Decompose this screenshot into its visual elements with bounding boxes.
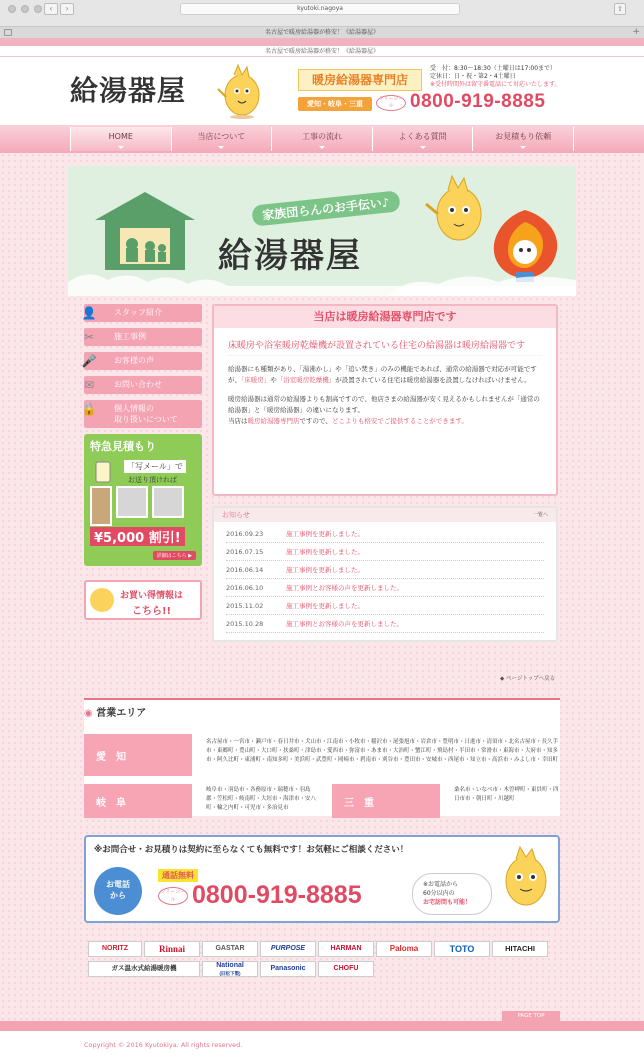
sidebar-item-contact[interactable]	[84, 376, 202, 394]
pin-icon: ◉	[84, 708, 97, 719]
highlight-text: 暖房給湯器専門店	[247, 417, 300, 425]
contact-message: ※お問合せ・お見積りは契約に至らなくても無料です！お気軽にご相談ください！	[94, 845, 409, 855]
text-segment: 暖房給湯器は通常の給湯器よりも割高ですので、他店さまの給湯器が安く見えるかもしれませんが「通常の給湯器」と「暖房給湯器」の違いになります。	[228, 395, 540, 414]
global-nav	[0, 125, 644, 153]
toll-free-badge: 通話無料	[158, 869, 198, 882]
brand-hitachi: HITACHI	[492, 941, 548, 957]
hero-copy: 家族団らんのお手伝い♪	[251, 190, 400, 226]
brand-noritz: NORITZ	[88, 941, 142, 957]
area-aichi-cities: 名古屋市・一宮市・瀬戸市・春日井市・犬山市・江南市・小牧市・稲沢市・尾張旭市・岩倉市・豊明市・日進市・清須市・北名古屋市・長久手市・東郷町・豊山町・大口町・扶桑町・津島市・愛西市・弥富市・あま市・大治町・蟹江町・飛島村・半田市・常滑市・東海市・大府市・知多市・阿久比町・東浦町・南知多町・美浜町・武豊町・岡崎市・碧南市・刈谷市・豊田市・安城市・西尾市・知立市・高浜市・みよし市・幸田町	[206, 739, 559, 763]
nav-home[interactable]: HOME	[70, 127, 172, 151]
news-link[interactable]: 施工事例を更新しました。	[286, 602, 364, 610]
area-title-label: 営業エリア	[96, 708, 147, 719]
brand-toto: TOTO	[434, 941, 490, 957]
site-logo[interactable]: 給湯器屋	[70, 74, 187, 107]
copyright: Copyright © 2016 Kyutokiya. All rights reserved.	[84, 1041, 243, 1049]
sidebar-item-label: お問い合わせ	[114, 380, 162, 389]
news-list	[214, 522, 556, 636]
area-mie-cities: 桑名市・いなべ市・木曽岬町・東員町・四日市市・朝日町・川越町	[454, 787, 559, 802]
bargain-link-text: こちら!!	[132, 606, 172, 617]
bargain-banner[interactable]	[84, 580, 202, 620]
photo-thumbnail	[152, 486, 184, 518]
text-segment: が設置されている住宅は暖房給湯器を設置しなければいけません。	[335, 376, 531, 384]
bargain-text: お買い得情報は	[120, 591, 184, 601]
microphone-icon: 🎤	[81, 354, 97, 368]
nav-estimate[interactable]: お見積もり依頼	[473, 127, 574, 151]
news-item[interactable]	[226, 615, 544, 633]
brand-gastar: GASTAR	[202, 941, 258, 957]
freedial-icon: フリーコール	[158, 887, 188, 905]
main-content	[212, 304, 558, 642]
news-all-link[interactable]: 一覧へ	[532, 512, 548, 518]
bubble-text: お電話	[106, 880, 130, 889]
mascot-icon	[90, 588, 114, 612]
brand-harman: HARMAN	[318, 941, 374, 957]
brand-chofu: CHOFU	[318, 961, 374, 977]
highlight-text: 「床暖房」	[241, 376, 271, 384]
page-top-label: ページトップへ戻る	[505, 676, 556, 682]
sidebar-item-privacy[interactable]	[81, 400, 202, 428]
brand-panasonic: Panasonic	[260, 961, 316, 977]
business-hours	[430, 65, 580, 89]
back-button[interactable]: ‹	[44, 3, 58, 15]
nav-about[interactable]: 当店について	[172, 127, 273, 151]
window-controls	[8, 5, 42, 13]
hours-line: 受 付：8:30〜18:30（土曜日は17:00まで）	[430, 65, 557, 72]
browser-chrome	[0, 0, 644, 38]
text-segment: 当店は	[228, 417, 248, 425]
brand-national	[202, 961, 258, 977]
news-item[interactable]	[226, 561, 544, 579]
tab-title[interactable]: 名古屋で暖房給湯器が格安！《給湯器屋》	[264, 29, 379, 36]
zoom-window-button[interactable]	[34, 5, 42, 13]
news-link[interactable]: 施工事例を更新しました。	[286, 548, 364, 556]
news-link[interactable]: 施工事例とお客様の声を更新しました。	[286, 584, 403, 592]
quick-estimate-banner[interactable]	[84, 434, 202, 566]
estimate-title: 特急見積もり	[90, 440, 156, 453]
news-title: お知らせ	[222, 511, 250, 519]
photo-thumbnail	[90, 486, 112, 526]
highlight-text: 「浴室暖房乾燥機」	[276, 376, 336, 384]
area-name: 三 重	[344, 798, 374, 809]
news-date: 2016.07.15	[226, 548, 264, 556]
news-item[interactable]	[226, 543, 544, 561]
hero-banner	[68, 166, 576, 296]
estimate-mail-text: 「写メール」で	[124, 460, 186, 473]
new-tab-button[interactable]: +	[632, 27, 640, 37]
estimate-sub-text: お送り頂ければ	[128, 476, 177, 484]
text-segment: ですので、	[299, 417, 332, 425]
brand-rinnai: Rinnai	[144, 941, 200, 957]
note-text: ※お電話から	[423, 881, 459, 888]
text-segment: 給湯器にも種類があり、「湯沸かし」や「追い焚き」のみの機能であれば、通常の給湯器で対応が可能ですが、	[228, 365, 537, 384]
brand-gas-heater: ガス温水式給湯暖房機	[88, 961, 200, 977]
mascot-icon	[214, 63, 264, 119]
brand-paloma: Paloma	[376, 941, 432, 957]
sidebar-item-label: スタッフ紹介	[114, 308, 162, 317]
news-date: 2015.11.02	[226, 602, 264, 610]
tab-bar	[0, 26, 644, 38]
area-name: 岐 阜	[96, 798, 126, 809]
brand-name: National	[216, 962, 244, 969]
news-date: 2016.09.23	[226, 530, 264, 538]
brand-logos	[88, 941, 558, 981]
sidebar-item-label: お客様の声	[114, 356, 154, 365]
news-date: 2016.06.14	[226, 566, 264, 574]
tagline: 名古屋で暖房給湯器が格安！《給湯器屋》	[0, 46, 644, 57]
sidebar-item-cases[interactable]	[84, 328, 202, 346]
photo-thumbnail	[116, 486, 148, 518]
sidebar-item-voices[interactable]	[81, 352, 202, 370]
nav-process[interactable]: 工事の流れ	[272, 127, 373, 151]
phone-icon	[90, 460, 118, 484]
tools-icon: ✂	[83, 330, 95, 344]
intro-paragraph	[228, 394, 542, 427]
holiday-line: 定休日：日・祝・第2・4土曜日	[430, 73, 516, 80]
forward-button[interactable]: ›	[60, 3, 74, 15]
estimate-detail-button[interactable]: 詳細はこちら ▶	[153, 551, 196, 560]
visit-note	[412, 873, 492, 915]
area-gifu	[84, 784, 192, 818]
freedial-icon: フリーコール	[376, 95, 406, 111]
area-aichi	[84, 734, 192, 776]
note-text: 60分以内の	[423, 890, 455, 897]
hero-title: 給湯器屋	[218, 236, 362, 276]
page-top-button[interactable]: PAGE TOP	[502, 1011, 560, 1021]
area-name: 愛 知	[96, 752, 126, 763]
area-title	[84, 704, 146, 719]
intro-title: 当店は暖房給湯器専門店です	[214, 306, 556, 328]
text-segment: や	[270, 376, 277, 384]
phone-bubble	[94, 867, 142, 915]
sidebar-item-label: 施工事例	[114, 332, 146, 341]
highlight-text: どこよりも格安でご提供することができます。	[331, 417, 468, 425]
sidebar-item-label: 取り扱いについて	[114, 415, 178, 424]
area-gifu-cities: 岐阜市・羽島市・各務原市・瑞穂市・羽島郡・笠松町・岐南町・大垣市・海津市・安八町・輪之内町・可児市・多治見市	[206, 787, 317, 811]
after-hours-note: ※受付時間外は留守番電話にて対応いたします。	[430, 81, 561, 88]
lock-icon: 🔒	[81, 402, 97, 416]
sidebar-item-label: 個人情報の	[114, 404, 154, 413]
area-badge: 愛知・岐阜・三重	[298, 97, 372, 111]
cloud-decoration	[68, 268, 576, 296]
intro-lead: 床暖房や浴室暖房乾燥機が設置されている住宅の給湯器は暖房給湯器です	[228, 338, 542, 356]
specialty-badge: 暖房給湯器専門店	[298, 69, 422, 91]
mail-icon: ✉	[83, 378, 95, 392]
news-link[interactable]: 施工事例を更新しました。	[286, 566, 364, 574]
mascot-icon	[424, 174, 494, 254]
header	[0, 57, 644, 125]
sidebar-toggle-icon[interactable]	[4, 29, 12, 36]
house-illustration	[90, 190, 200, 270]
contact-banner	[84, 835, 560, 923]
contact-phone[interactable]: 0800-919-8885	[192, 881, 362, 909]
news-item[interactable]	[226, 579, 544, 597]
news-date: 2016.06.10	[226, 584, 264, 592]
mascot-icon	[498, 845, 554, 915]
top-bar	[0, 38, 644, 46]
intro-paragraph	[228, 364, 542, 386]
intro-box	[212, 304, 558, 496]
page	[0, 38, 644, 1049]
footer	[0, 1031, 644, 1062]
page-top-link[interactable]: ◆ ページトップへ戻る	[500, 676, 556, 682]
nav-faq[interactable]: よくある質問	[373, 127, 474, 151]
note-highlight: お宅訪問も可能！	[423, 899, 472, 906]
area-mie	[332, 784, 440, 818]
news-item[interactable]	[226, 597, 544, 615]
brand-sub: (旧松下製)	[219, 971, 241, 976]
address-bar[interactable]: kyutoki.nagoya	[180, 3, 460, 15]
sidebar	[81, 304, 202, 620]
news-link[interactable]: 施工事例を更新しました。	[286, 530, 364, 538]
share-icon[interactable]: ⇧	[614, 3, 626, 15]
header-phone[interactable]: 0800-919-8885	[410, 91, 546, 112]
news-link[interactable]: 施工事例とお客様の声を更新しました。	[286, 620, 403, 628]
news-item[interactable]	[226, 525, 544, 543]
service-area	[84, 698, 560, 816]
news-date: 2015.10.28	[226, 620, 264, 628]
minimize-window-button[interactable]	[21, 5, 29, 13]
close-window-button[interactable]	[8, 5, 16, 13]
brand-purpose: PURPOSE	[260, 941, 316, 957]
bubble-text: から	[110, 891, 126, 900]
estimate-photos	[90, 486, 184, 526]
estimate-discount: ¥5,000 割引!	[90, 527, 185, 546]
news-box	[212, 506, 558, 642]
footer-bar	[0, 1021, 644, 1031]
sidebar-item-staff[interactable]	[81, 304, 202, 322]
person-icon: 👤	[81, 306, 97, 320]
